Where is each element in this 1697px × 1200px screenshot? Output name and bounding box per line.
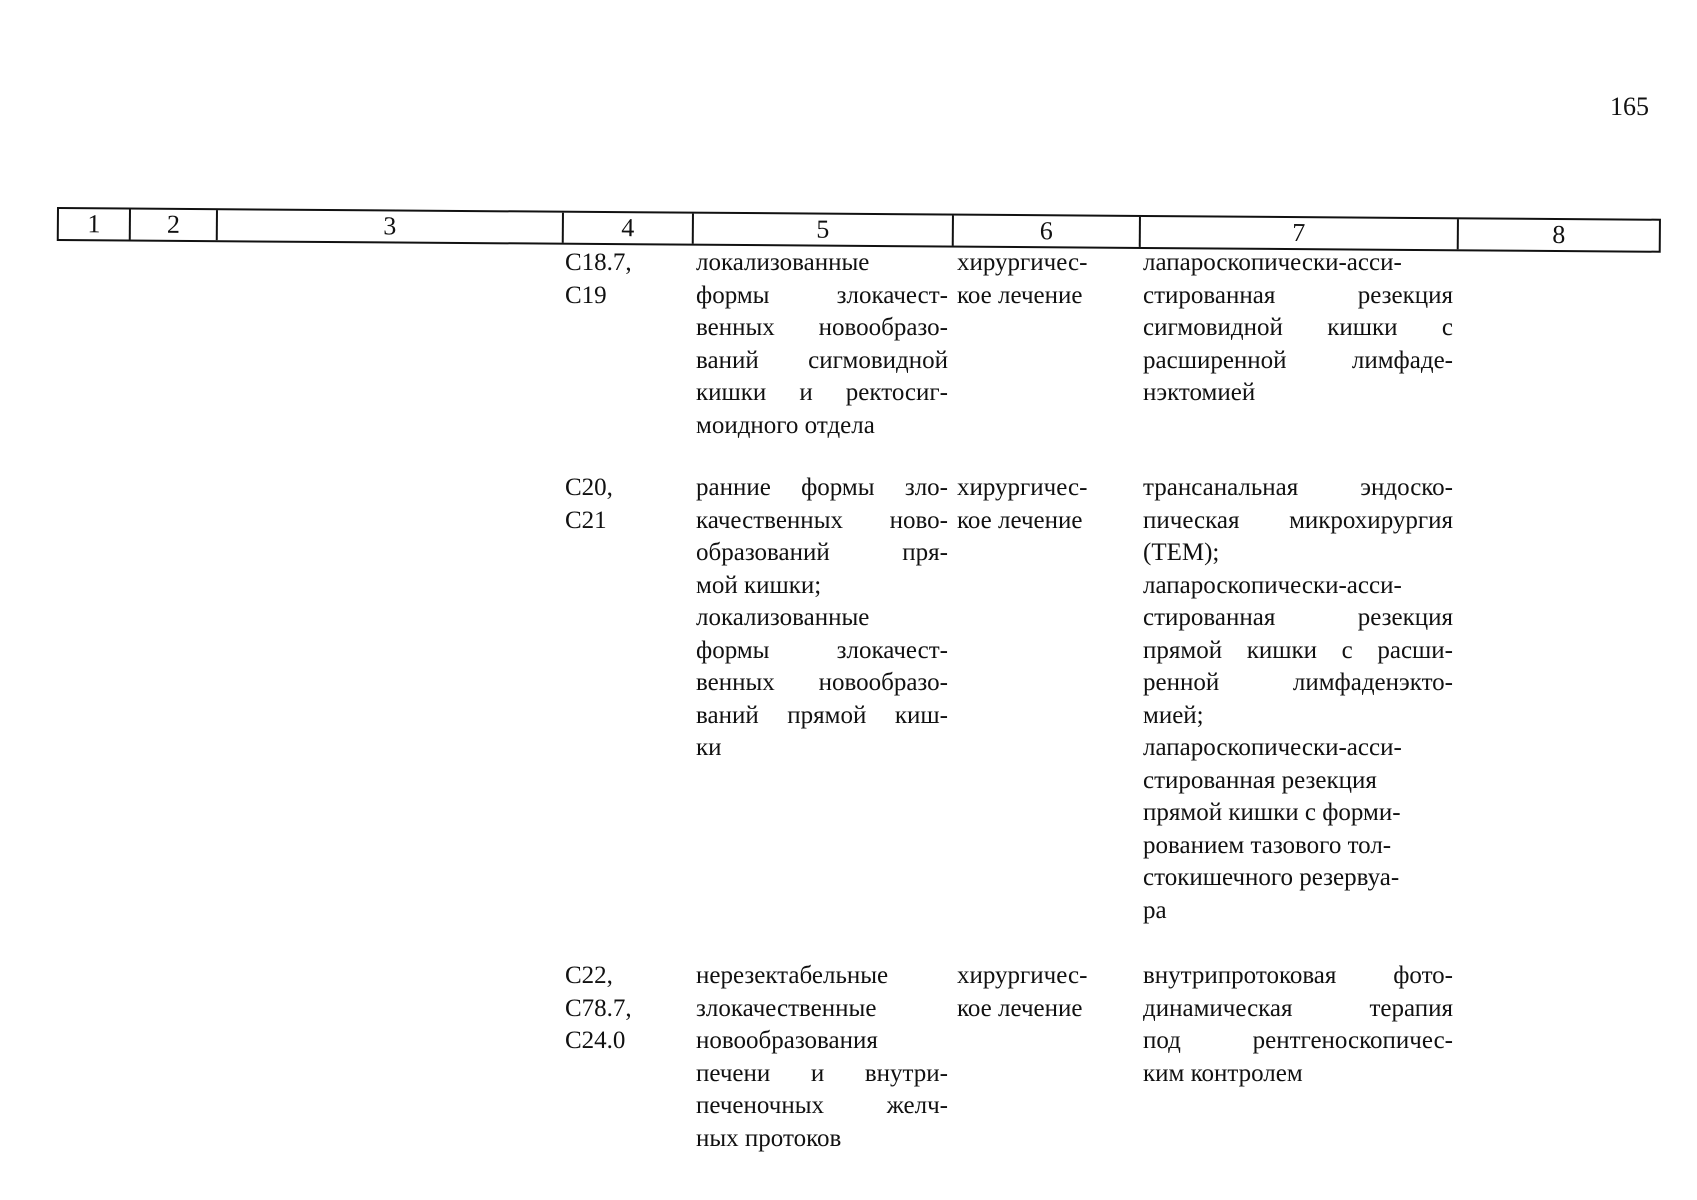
table-header-row — [57, 207, 1661, 253]
icd-code: C18.7, — [565, 249, 632, 276]
diagnosis-line: ранние формы зло- — [696, 474, 948, 501]
header-col-2: 2 — [131, 210, 218, 241]
diagnosis-cell — [696, 472, 948, 765]
method-line: ра — [1143, 896, 1167, 924]
treatment-cell — [957, 472, 1127, 537]
diagnosis-line: локализованные — [696, 604, 870, 631]
header-col-7: 7 — [1141, 217, 1459, 249]
diagnosis-line: ваний прямой киш- — [696, 701, 948, 729]
treatment-line: хирургичес- — [957, 962, 1088, 989]
diagnosis-line: нерезектабельные — [696, 962, 889, 989]
method-cell — [1143, 247, 1453, 410]
diagnosis-cell — [696, 960, 948, 1155]
header-col-1: 1 — [59, 209, 131, 240]
method-line: рованием тазового тол- — [1143, 831, 1392, 859]
method-line: лапароскопически-асси- — [1143, 734, 1402, 761]
header-col-3: 3 — [218, 210, 564, 243]
treatment-line: хирургичес- — [957, 474, 1088, 501]
treatment-line: хирургичес- — [957, 249, 1088, 276]
treatment-cell — [957, 960, 1127, 1025]
icd-code: C19 — [565, 281, 607, 309]
diagnosis-line: качественных ново- — [696, 506, 948, 534]
method-line: динамическая терапия — [1143, 994, 1453, 1022]
diagnosis-line: формы злокачест- — [696, 636, 948, 664]
diagnosis-line: венных новообразо- — [696, 314, 948, 341]
treatment-line: кое лечение — [957, 281, 1083, 309]
icd-code: C20, — [565, 474, 613, 501]
icd-codes-cell — [565, 247, 685, 312]
method-line: (TEM); — [1143, 539, 1220, 566]
method-line: стированная резекция — [1143, 766, 1377, 794]
page-number: 165 — [1610, 92, 1649, 121]
method-line: под рентгеноскопичес- — [1143, 1027, 1453, 1054]
icd-codes-cell — [565, 960, 685, 1058]
diagnosis-line: новообразования — [696, 1027, 878, 1054]
diagnosis-line: печеночных желч- — [696, 1092, 948, 1119]
treatment-cell — [957, 247, 1127, 312]
header-col-8: 8 — [1552, 219, 1566, 250]
method-line: ренной лимфаденэкто- — [1143, 669, 1453, 696]
icd-codes-cell — [565, 472, 685, 537]
diagnosis-line: венных новообразо- — [696, 669, 948, 696]
icd-code: C22, — [565, 962, 613, 989]
diagnosis-line: ных протоков — [696, 1124, 842, 1152]
diagnosis-line: моидного отдела — [696, 411, 875, 439]
diagnosis-line: формы злокачест- — [696, 281, 948, 309]
method-line: стированная резекция — [1143, 604, 1453, 631]
method-line: расширенной лимфаде- — [1143, 346, 1453, 374]
method-line: мией; — [1143, 701, 1204, 729]
diagnosis-line: печени и внутри- — [696, 1059, 948, 1087]
method-line: ким контролем — [1143, 1059, 1303, 1087]
method-line: внутрипротоковая фото- — [1143, 962, 1453, 989]
header-col-4: 4 — [564, 213, 694, 244]
header-col-6: 6 — [954, 216, 1141, 247]
method-line: нэктомией — [1143, 379, 1256, 406]
treatment-line: кое лечение — [957, 994, 1083, 1022]
icd-code: C21 — [565, 506, 607, 534]
method-line: лапароскопически-асси- — [1143, 571, 1402, 599]
header-col-5: 5 — [694, 214, 954, 246]
diagnosis-line: ваний сигмовидной — [696, 346, 948, 374]
method-line: пическая микрохирургия — [1143, 506, 1453, 534]
icd-code: C78.7, — [565, 994, 632, 1022]
diagnosis-line: кишки и ректосиг- — [696, 379, 948, 406]
icd-code: C24.0 — [565, 1027, 626, 1054]
method-line: стированная резекция — [1143, 281, 1453, 309]
method-cell — [1143, 472, 1453, 927]
treatment-line: кое лечение — [957, 506, 1083, 534]
method-line: сигмовидной кишки с — [1143, 314, 1453, 341]
method-line: стокишечного резервуа- — [1143, 864, 1400, 891]
diagnosis-line: злокачественные — [696, 994, 877, 1022]
method-line: прямой кишки с форми- — [1143, 799, 1401, 826]
diagnosis-line: локализованные — [696, 249, 870, 276]
diagnosis-cell — [696, 247, 948, 442]
method-line: трансанальная эндоско- — [1143, 474, 1453, 501]
method-line: прямой кишки с расши- — [1143, 636, 1453, 664]
diagnosis-line: ки — [696, 734, 722, 761]
method-cell — [1143, 960, 1453, 1090]
diagnosis-line: образований пря- — [696, 539, 948, 566]
method-line: лапароскопически-асси- — [1143, 249, 1402, 276]
diagnosis-line: мой кишки; — [696, 571, 822, 599]
